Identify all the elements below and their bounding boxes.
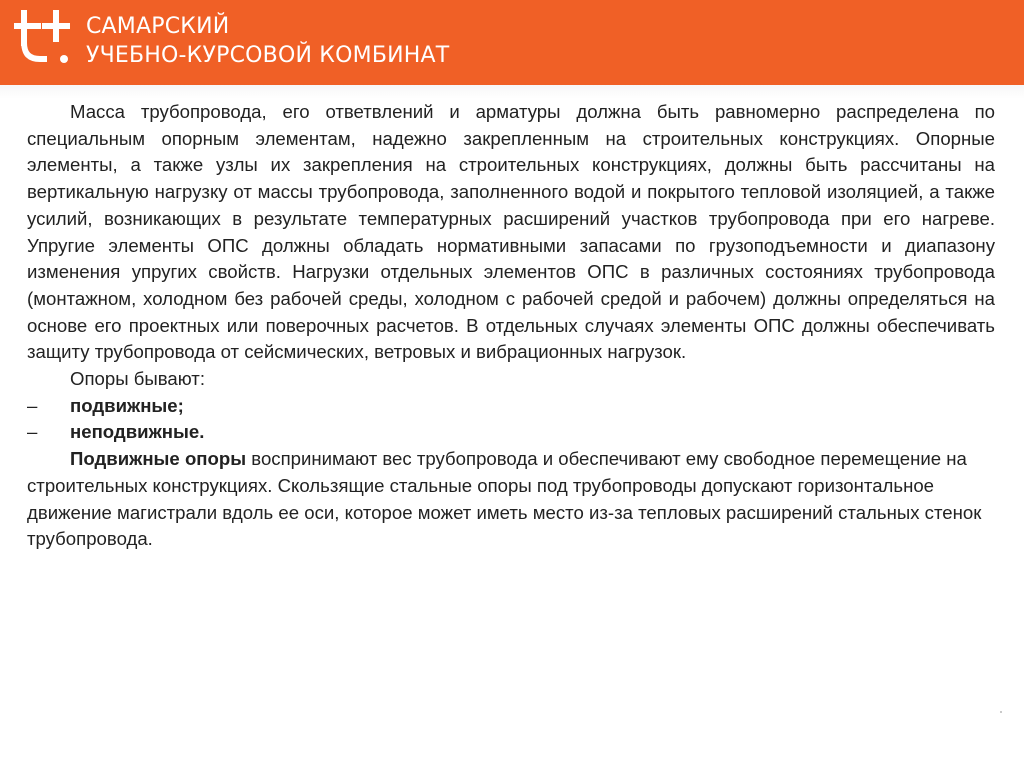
list-dash: – bbox=[27, 394, 38, 416]
samara-training-center-logo bbox=[14, 9, 76, 73]
list-item bbox=[27, 393, 995, 420]
decorative-dot bbox=[1000, 711, 1002, 713]
list-dash: – bbox=[27, 421, 38, 443]
paragraph-pipeline-mass: Масса трубопровода, его ответвлений и арматуры должна быть равномерно распределена по специальным опорным элементам, надежно закрепленным на строительных конструкциях. Опорные элементы, а также узлы их закрепления на строительных конструкциях, должны быть рассчитаны на вертикальную нагрузку от массы трубопровода, заполненного водой и покрытого тепловой изоляцией, а также усилий, возникающих в результате температурных расширений участков трубопровода при его нагреве. Упругие элементы ОПС должны обладать нормативными запасами по грузоподъемности и диапазону изменения упругих свойств. Нагрузки отдельных элементов ОПС в различных состояниях трубопровода (монтажном, холодном без рабочей среды, холодном с рабочей средой и рабочем) должны определяться на основе его проектных или поверочных расчетов. В отдельных случаях элементы ОПС должны обеспечивать защиту трубопровода от сейсмических, ветровых и вибрационных нагрузок. bbox=[27, 101, 995, 363]
header-bar bbox=[0, 0, 1024, 85]
list-item bbox=[27, 419, 995, 446]
organization-name bbox=[86, 12, 449, 70]
movable-supports-description: воспринимают вес трубопровода и обеспечивают ему свободное перемещение на строительных конструкциях. Скользящие стальные опоры под трубопроводы допускают горизонтальное движение магистрали вдоль ее оси, которое может иметь место из-за тепловых расширений стальных стенок трубопровода. bbox=[27, 448, 982, 550]
list-item-text: подвижные; bbox=[70, 394, 184, 416]
organization-name-line2: УЧЕБНО-КУРСОВОЙ КОМБИНАТ bbox=[86, 43, 450, 68]
organization-name-line1: САМАРСКИЙ bbox=[86, 14, 230, 39]
slide-body bbox=[27, 99, 995, 553]
supports-intro: Опоры бывают: bbox=[70, 368, 205, 390]
movable-supports-term: Подвижные опоры bbox=[70, 448, 247, 470]
list-item-text: неподвижные. bbox=[70, 421, 205, 443]
paragraph-movable-supports bbox=[27, 446, 995, 553]
